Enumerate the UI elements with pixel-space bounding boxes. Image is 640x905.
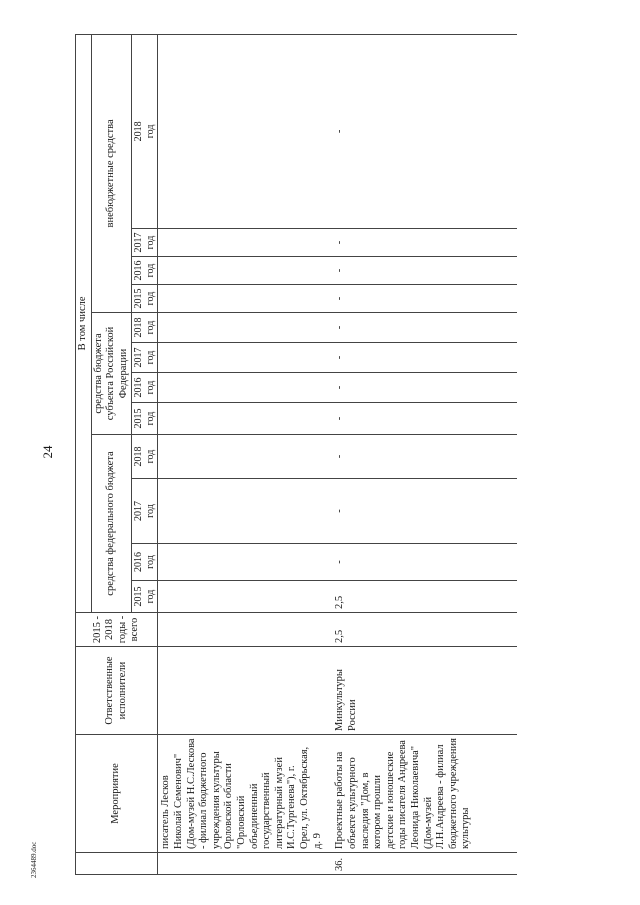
row-event: Проектные работы на объекте культурного наследия "Дом, в котором прошли детские и юношеские годы писателя Андреева Леонида Николаевича" (Дом-музей Л.Н.Андреева - филиал бюджетного учреждения культуры xyxy=(332,735,517,853)
funding-table xyxy=(75,34,517,875)
header-extrabudget: внебюджетные средства xyxy=(91,34,132,312)
table-row xyxy=(158,34,333,874)
reg-2018: - xyxy=(332,313,517,343)
year-extra-2016: 2016 год xyxy=(132,257,158,285)
year-regional-2017: 2017 год xyxy=(132,343,158,373)
reg-2016 xyxy=(158,373,333,403)
header-event: Мероприятие xyxy=(76,735,158,853)
header-federal: средства федерального бюджета xyxy=(91,435,132,613)
year-extra-2017: 2017 год xyxy=(132,229,158,257)
fed-2015: 2,5 xyxy=(332,581,517,613)
year-extra-2015: 2015 год xyxy=(132,285,158,313)
header-executors: Ответственные исполнители xyxy=(76,647,158,735)
file-reference: 2364489.doc xyxy=(30,841,38,878)
fed-2017 xyxy=(158,479,333,544)
extra-2016: - xyxy=(332,257,517,285)
year-federal-2018: 2018 год xyxy=(132,435,158,479)
reg-2016: - xyxy=(332,373,517,403)
header-number xyxy=(76,853,158,875)
year-extra-2018: 2018 год xyxy=(132,34,158,228)
reg-2017: - xyxy=(332,343,517,373)
row-event: писатель Лесков Николай Семенович" (Дом-музей Н.С.Лескова - филиал бюджетного учреждения культуры Орловской области "Орловский объединенный государственный литературный музей И.С.Тургенева"), г. Орел, ул. Октябрьская, д. 9 xyxy=(158,735,333,853)
reg-2015 xyxy=(158,403,333,435)
row-executor: Минкультуры России xyxy=(332,647,517,735)
row-executor xyxy=(158,647,333,735)
year-federal-2016: 2016 год xyxy=(132,544,158,581)
extra-2018 xyxy=(158,34,333,228)
row-total xyxy=(158,613,333,647)
extra-2017: - xyxy=(332,229,517,257)
header-regional: средства бюджета субъекта Российской Федерации xyxy=(91,313,132,435)
rotated-table-container xyxy=(75,35,570,875)
header-including: В том числе xyxy=(76,34,92,612)
extra-2015: - xyxy=(332,285,517,313)
year-regional-2015: 2015 год xyxy=(132,403,158,435)
fed-2017: - xyxy=(332,479,517,544)
year-regional-2016: 2016 год xyxy=(132,373,158,403)
reg-2017 xyxy=(158,343,333,373)
extra-2017 xyxy=(158,229,333,257)
row-number xyxy=(158,853,333,875)
year-federal-2015: 2015 год xyxy=(132,581,158,613)
page-number: 24 xyxy=(40,445,55,459)
table-row xyxy=(332,34,517,874)
header-total: 2015 - 2018 годы - всего xyxy=(76,613,158,647)
fed-2015 xyxy=(158,581,333,613)
fed-2016 xyxy=(158,544,333,581)
fed-2018: - xyxy=(332,435,517,479)
row-number: 36. xyxy=(332,853,517,875)
reg-2015: - xyxy=(332,403,517,435)
year-regional-2018: 2018 год xyxy=(132,313,158,343)
row-total: 2,5 xyxy=(332,613,517,647)
fed-2016: - xyxy=(332,544,517,581)
extra-2015 xyxy=(158,285,333,313)
extra-2018: - xyxy=(332,34,517,228)
fed-2018 xyxy=(158,435,333,479)
year-federal-2017: 2017 год xyxy=(132,479,158,544)
extra-2016 xyxy=(158,257,333,285)
reg-2018 xyxy=(158,313,333,343)
